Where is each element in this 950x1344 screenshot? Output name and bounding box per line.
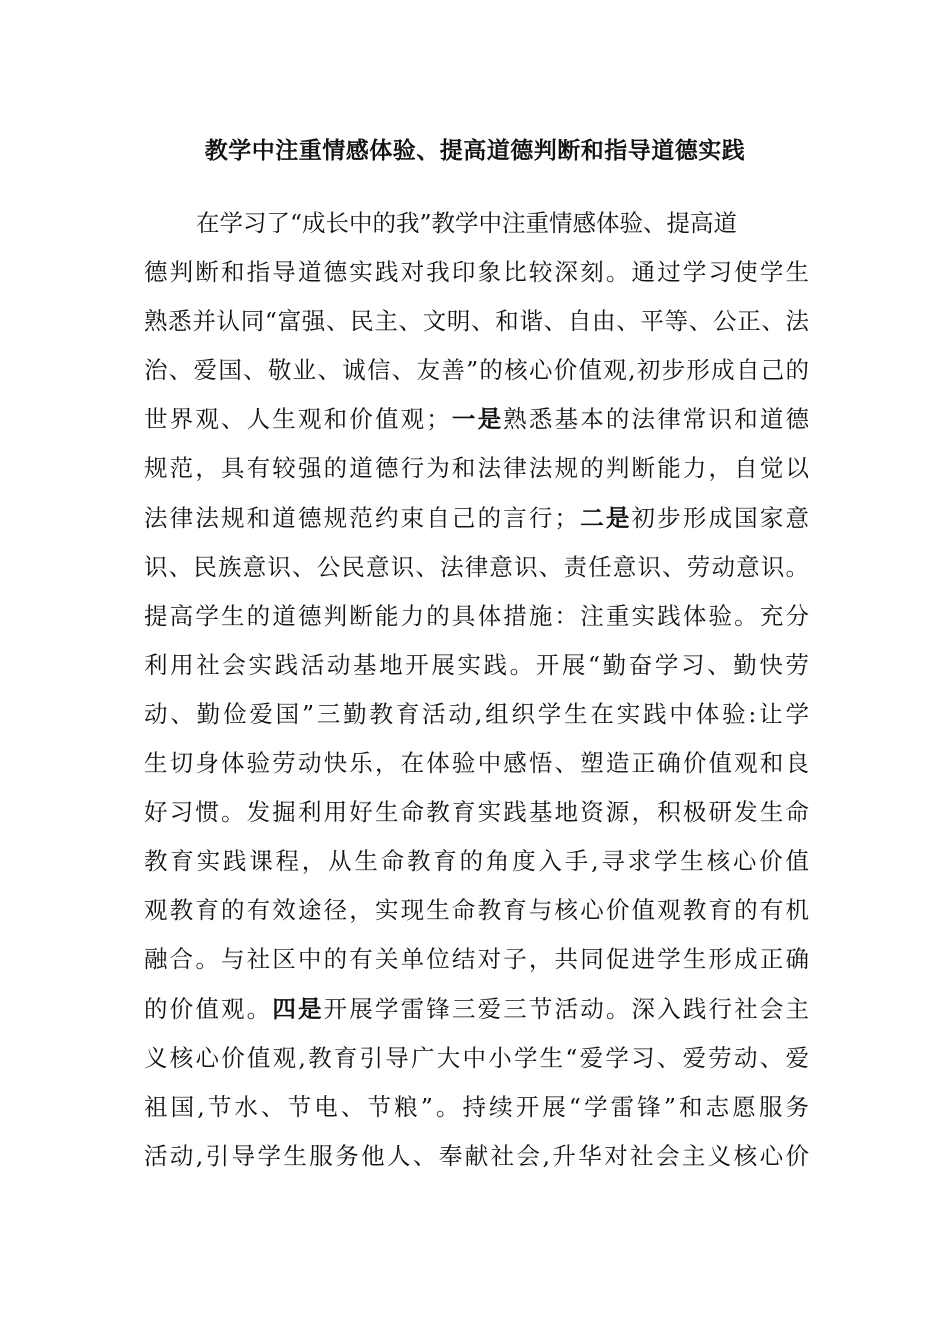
text-segment: 德判断和指导道德实践对我印象比较深刻。通过学习使学生 (144, 258, 809, 287)
bold-marker: 一是 (449, 405, 504, 434)
text-line (144, 690, 809, 739)
text-segment: 融合。与社区中的有关单位结对子，共同促进学生形成正确 (144, 945, 809, 974)
text-line (144, 592, 809, 641)
text-segment: 熟悉并认同“富强、民主、文明、和谐、自由、平等、公正、法 (144, 307, 809, 336)
text-segment: 识、民族意识、公民意识、法律意识、责任意识、劳动意识。 (144, 552, 809, 581)
text-segment: 治、爱国、敬业、诚信、友善”的核心价值观,初步形成自己的 (144, 356, 809, 385)
bold-marker: 二是 (578, 503, 632, 532)
text-segment: 初步形成国家意 (631, 503, 810, 532)
text-segment: 熟悉基本的法律常识和道德 (503, 405, 810, 434)
text-segment: 提高学生的道德判断能力的具体措施：注重实践体验。充分 (144, 601, 809, 630)
text-line (144, 1034, 809, 1083)
bold-marker: 四是 (272, 994, 324, 1023)
text-segment: 祖国,节水、节电、节粮”。持续开展“学雷锋”和志愿服务 (144, 1092, 809, 1121)
text-line (144, 1132, 809, 1181)
text-line (144, 494, 809, 543)
text-segment: 生切身体验劳动快乐，在体验中感悟、塑造正确价值观和良 (144, 749, 809, 778)
text-line (144, 543, 809, 592)
text-line (144, 641, 809, 690)
text-segment: 利用社会实践活动基地开展实践。开展“勤奋学习、勤快劳 (144, 650, 809, 679)
text-line (144, 788, 809, 837)
text-line (144, 444, 809, 493)
text-segment: 义核心价值观,教育引导广大中小学生“爱学习、爱劳动、爱 (144, 1043, 809, 1072)
text-line (144, 985, 809, 1034)
text-line (144, 886, 809, 935)
text-line (144, 248, 809, 297)
text-segment: 规范，具有较强的道德行为和法律法规的判断能力，自觉以 (144, 454, 809, 483)
text-segment: 教育实践课程，从生命教育的角度入手,寻求学生核心价值 (144, 847, 809, 876)
document-body (144, 199, 809, 1181)
text-line (144, 837, 809, 886)
text-segment: 法律法规和道德规范约束自己的言行； (144, 503, 579, 532)
text-line (144, 346, 809, 395)
text-line (144, 297, 809, 346)
text-segment: 开展学雷锋三爱三节活动。深入践行社会主 (323, 994, 810, 1023)
text-segment: 观教育的有效途径，实现生命教育与核心价值观教育的有机 (144, 896, 809, 925)
text-segment: 好习惯。发掘利用好生命教育实践基地资源，积极研发生命 (144, 798, 809, 827)
text-segment: 世界观、人生观和价值观； (144, 405, 450, 434)
text-segment: 活动,引导学生服务他人、奉献社会,升华对社会主义核心价 (144, 1141, 809, 1170)
text-line (144, 199, 809, 248)
text-segment: 动、勤俭爱国”三勤教育活动,组织学生在实践中体验:让学 (144, 699, 809, 728)
text-segment: 的价值观。 (144, 994, 273, 1023)
text-line (144, 1083, 809, 1132)
text-line (144, 395, 809, 444)
text-segment: 在学习了“成长中的我”教学中注重情感体验、提高道 (196, 209, 738, 237)
document-title: 教学中注重情感体验、提高道德判断和指导道德实践 (204, 137, 746, 164)
text-line (144, 739, 809, 788)
text-line (144, 935, 809, 984)
